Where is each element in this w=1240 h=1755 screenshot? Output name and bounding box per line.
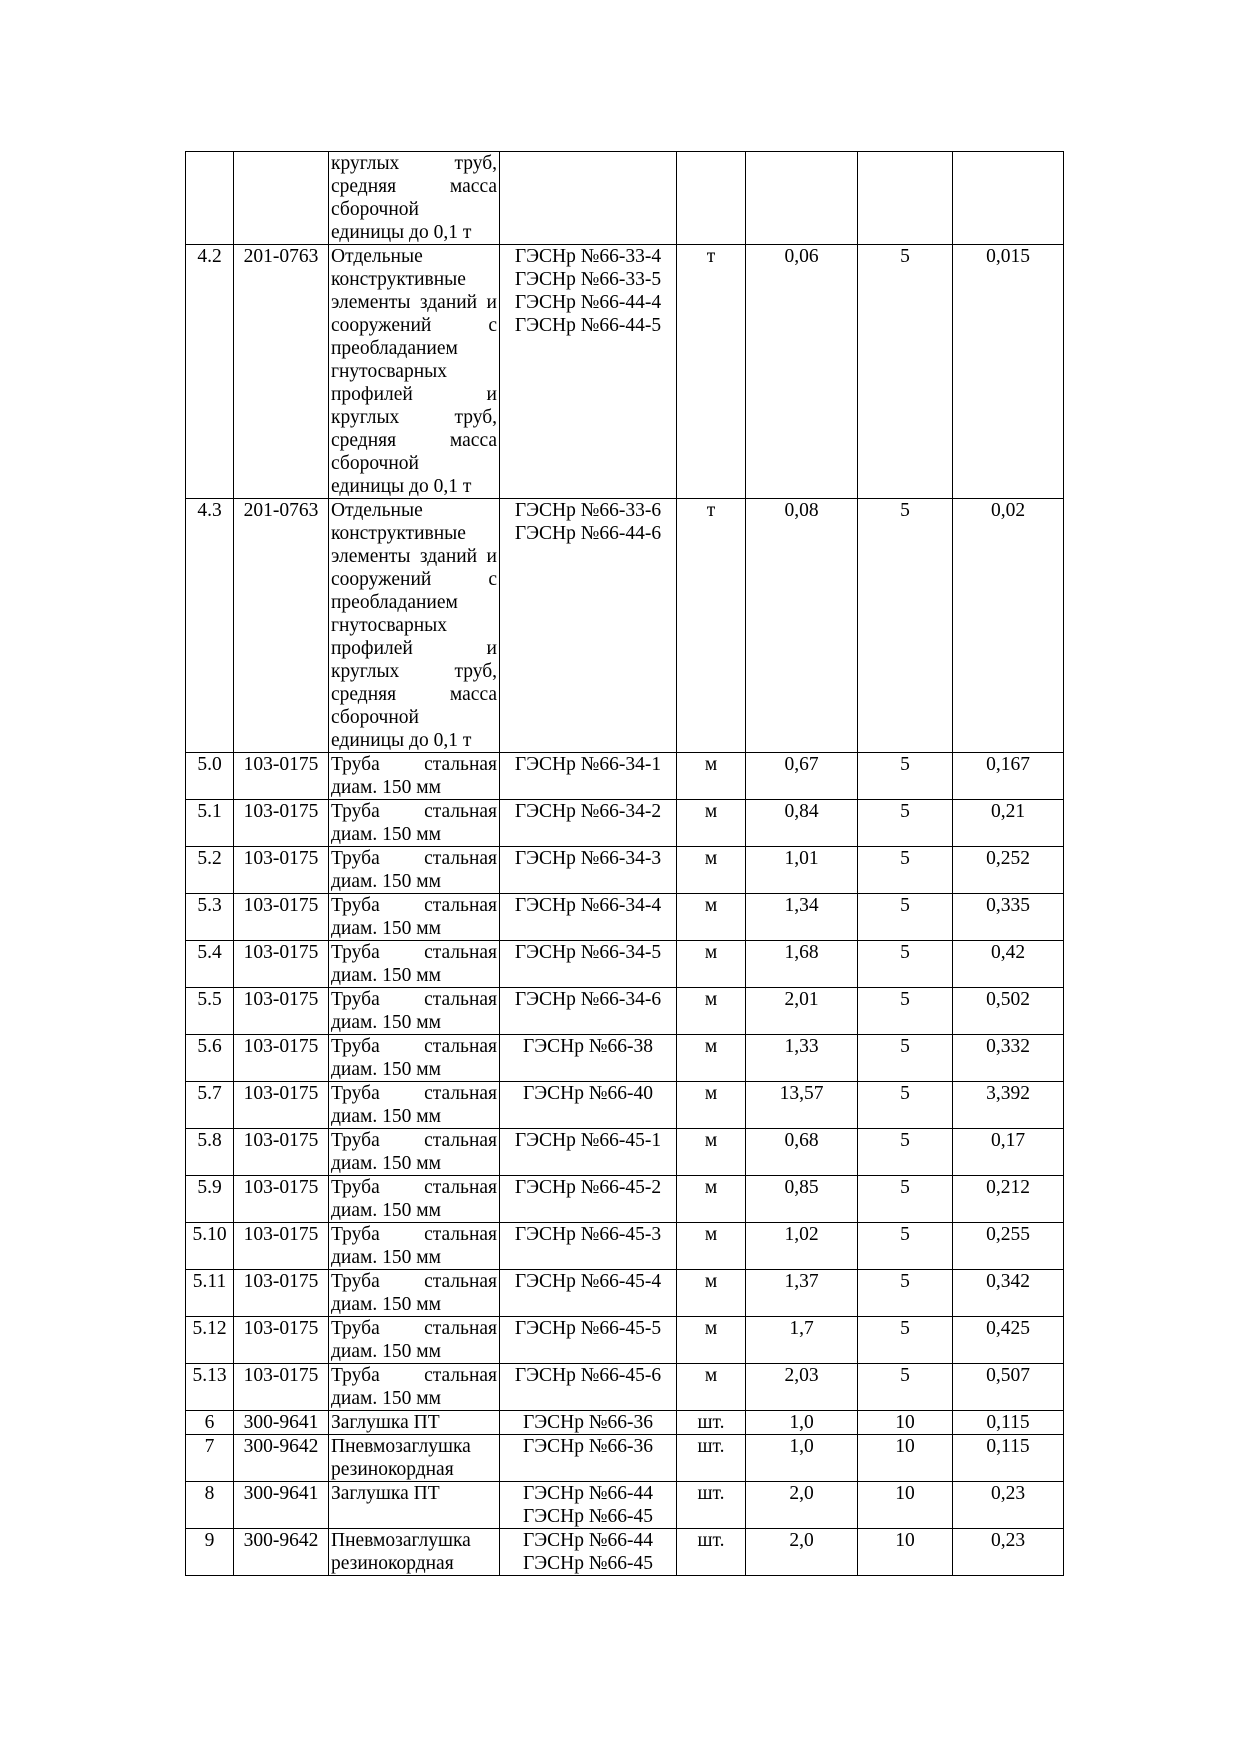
row-number-cell: 5.11 [186, 1270, 234, 1317]
resource-name-cell: Труба стальная диам. 150 мм [329, 988, 500, 1035]
total-cell: 0,17 [953, 1129, 1064, 1176]
table-row [186, 1270, 1064, 1317]
row-number-cell: 5.5 [186, 988, 234, 1035]
total-cell: 0,015 [953, 245, 1064, 499]
row-number-cell: 6 [186, 1411, 234, 1435]
unit-cell [677, 152, 746, 245]
resource-code-cell [234, 152, 329, 245]
resource-code-cell: 300-9641 [234, 1482, 329, 1529]
norm-reference: ГЭСНр №66-36 [523, 1436, 653, 1457]
resource-name-cell: Труба стальная диам. 150 мм [329, 1082, 500, 1129]
row-number-cell: 4.2 [186, 245, 234, 499]
row-number-cell: 4.3 [186, 499, 234, 753]
norm-reference-cell [500, 152, 677, 245]
row-number-cell: 9 [186, 1529, 234, 1576]
resource-name-cell: Труба стальная диам. 150 мм [329, 1176, 500, 1223]
unit-cell: м [677, 847, 746, 894]
unit-cell: м [677, 894, 746, 941]
norm-reference-cell [500, 1129, 677, 1176]
resource-code-cell: 103-0175 [234, 1082, 329, 1129]
norm-reference-cell [500, 753, 677, 800]
resource-name-cell: круглых труб, средняя масса сборочной единицы до 0,1 т [329, 152, 500, 245]
resource-name-cell: Труба стальная диам. 150 мм [329, 847, 500, 894]
resource-name-cell: Труба стальная диам. 150 мм [329, 1129, 500, 1176]
total-cell: 0,252 [953, 847, 1064, 894]
total-cell: 0,502 [953, 988, 1064, 1035]
norm-reference-cell [500, 245, 677, 499]
quantity-cell: 1,68 [746, 941, 858, 988]
norm-reference-cell [500, 1270, 677, 1317]
table-row [186, 800, 1064, 847]
norm-reference: ГЭСНр №66-36 [523, 1412, 653, 1433]
norm-reference-cell [500, 499, 677, 753]
unit-cell: м [677, 1129, 746, 1176]
norm-reference-cell [500, 847, 677, 894]
total-cell: 0,42 [953, 941, 1064, 988]
resource-name-cell: Отдельные конструктивные элементы зданий и сооружений с преобладанием гнутосварных профилей и круглых труб, средняя масса сборочной единицы до 0,1 т [329, 245, 500, 499]
norm-reference: ГЭСНр №66-33-4 [514, 246, 662, 267]
quantity-cell: 13,57 [746, 1082, 858, 1129]
table-row [186, 1482, 1064, 1529]
unit-cell: шт. [677, 1482, 746, 1529]
resource-code-cell: 103-0175 [234, 753, 329, 800]
quantity-cell: 1,34 [746, 894, 858, 941]
norm-reference: ГЭСНр №66-34-6 [514, 989, 662, 1010]
percent-cell: 5 [858, 988, 953, 1035]
resource-code-cell: 103-0175 [234, 1364, 329, 1411]
norm-reference-cell [500, 1411, 677, 1435]
row-number-cell: 5.9 [186, 1176, 234, 1223]
percent-cell: 5 [858, 941, 953, 988]
resource-name-cell: Труба стальная диам. 150 мм [329, 1223, 500, 1270]
percent-cell: 5 [858, 1129, 953, 1176]
percent-cell: 10 [858, 1411, 953, 1435]
resource-code-cell: 103-0175 [234, 1317, 329, 1364]
unit-cell: шт. [677, 1411, 746, 1435]
percent-cell: 5 [858, 1035, 953, 1082]
quantity-cell [746, 152, 858, 245]
quantity-cell: 0,84 [746, 800, 858, 847]
unit-cell: м [677, 1270, 746, 1317]
norm-reference-cell [500, 1317, 677, 1364]
table-row [186, 1411, 1064, 1435]
norm-reference-cell [500, 1529, 677, 1576]
resource-code-cell: 103-0175 [234, 847, 329, 894]
norm-reference: ГЭСНр №66-44 [523, 1483, 653, 1504]
resource-name-cell: Пневмозаглушка резинокордная [329, 1529, 500, 1576]
resource-name-cell: Труба стальная диам. 150 мм [329, 1364, 500, 1411]
percent-cell: 5 [858, 753, 953, 800]
total-cell: 0,332 [953, 1035, 1064, 1082]
total-cell: 0,23 [953, 1482, 1064, 1529]
unit-cell: м [677, 1082, 746, 1129]
percent-cell: 5 [858, 1317, 953, 1364]
quantity-cell: 1,37 [746, 1270, 858, 1317]
percent-cell: 5 [858, 245, 953, 499]
percent-cell: 5 [858, 499, 953, 753]
unit-cell: м [677, 1176, 746, 1223]
norm-reference: ГЭСНр №66-33-5 [514, 269, 662, 290]
norm-reference-cell [500, 1223, 677, 1270]
total-cell: 0,115 [953, 1411, 1064, 1435]
norm-reference: ГЭСНр №66-45-3 [514, 1224, 662, 1245]
unit-cell: м [677, 941, 746, 988]
unit-cell: м [677, 988, 746, 1035]
norm-reference-cell [500, 1082, 677, 1129]
norm-reference-cell [500, 988, 677, 1035]
norm-reference: ГЭСНр №66-45-5 [514, 1318, 662, 1339]
total-cell: 0,167 [953, 753, 1064, 800]
quantity-cell: 0,06 [746, 245, 858, 499]
unit-cell: м [677, 1364, 746, 1411]
quantity-cell: 2,0 [746, 1482, 858, 1529]
norm-reference-cell [500, 800, 677, 847]
table-row [186, 1223, 1064, 1270]
quantity-cell: 0,67 [746, 753, 858, 800]
resource-code-cell: 300-9642 [234, 1435, 329, 1482]
quantity-cell: 2,0 [746, 1529, 858, 1576]
table-row [186, 1435, 1064, 1482]
percent-cell: 5 [858, 1223, 953, 1270]
norm-reference: ГЭСНр №66-34-4 [514, 895, 662, 916]
row-number-cell: 5.4 [186, 941, 234, 988]
resource-name-cell: Пневмозаглушка резинокордная [329, 1435, 500, 1482]
table-row [186, 1529, 1064, 1576]
norm-reference-cell [500, 941, 677, 988]
table-row [186, 1082, 1064, 1129]
table-row [186, 1364, 1064, 1411]
unit-cell: м [677, 753, 746, 800]
total-cell: 0,507 [953, 1364, 1064, 1411]
quantity-cell: 1,02 [746, 1223, 858, 1270]
quantity-cell: 1,33 [746, 1035, 858, 1082]
unit-cell: м [677, 1317, 746, 1364]
percent-cell: 5 [858, 847, 953, 894]
row-number-cell: 5.13 [186, 1364, 234, 1411]
resource-name-cell: Заглушка ПТ [329, 1482, 500, 1529]
total-cell: 0,115 [953, 1435, 1064, 1482]
row-number-cell: 8 [186, 1482, 234, 1529]
quantity-cell: 1,01 [746, 847, 858, 894]
table-row [186, 1176, 1064, 1223]
resource-name-cell: Труба стальная диам. 150 мм [329, 800, 500, 847]
total-cell: 0,335 [953, 894, 1064, 941]
percent-cell: 10 [858, 1435, 953, 1482]
resource-code-cell: 103-0175 [234, 1129, 329, 1176]
table-row [186, 847, 1064, 894]
resource-name-cell: Труба стальная диам. 150 мм [329, 753, 500, 800]
quantity-cell: 1,7 [746, 1317, 858, 1364]
resource-name-cell: Заглушка ПТ [329, 1411, 500, 1435]
unit-cell: м [677, 1035, 746, 1082]
row-number-cell: 5.7 [186, 1082, 234, 1129]
norm-reference: ГЭСНр №66-44-4 [514, 292, 662, 313]
quantity-cell: 0,68 [746, 1129, 858, 1176]
norm-reference: ГЭСНр №66-44-6 [514, 523, 662, 544]
resource-name-cell: Труба стальная диам. 150 мм [329, 894, 500, 941]
total-cell: 3,392 [953, 1082, 1064, 1129]
table-body [186, 152, 1064, 1576]
norm-reference-cell [500, 1176, 677, 1223]
resource-code-cell: 103-0175 [234, 894, 329, 941]
norm-reference-cell [500, 1035, 677, 1082]
table-row [186, 499, 1064, 753]
percent-cell: 5 [858, 1270, 953, 1317]
percent-cell: 10 [858, 1529, 953, 1576]
percent-cell [858, 152, 953, 245]
total-cell: 0,342 [953, 1270, 1064, 1317]
norm-reference: ГЭСНр №66-45-2 [514, 1177, 662, 1198]
norm-reference: ГЭСНр №66-34-5 [514, 942, 662, 963]
norm-reference: ГЭСНр №66-40 [523, 1083, 653, 1104]
quantity-cell: 2,03 [746, 1364, 858, 1411]
resource-name-cell: Труба стальная диам. 150 мм [329, 941, 500, 988]
table-row [186, 152, 1064, 245]
row-number-cell: 5.1 [186, 800, 234, 847]
total-cell: 0,23 [953, 1529, 1064, 1576]
materials-table [185, 151, 1064, 1576]
table-row [186, 1129, 1064, 1176]
row-number-cell: 5.3 [186, 894, 234, 941]
norm-reference-cell [500, 1364, 677, 1411]
resource-code-cell: 103-0175 [234, 988, 329, 1035]
row-number-cell: 5.10 [186, 1223, 234, 1270]
resource-code-cell: 103-0175 [234, 1035, 329, 1082]
norm-reference: ГЭСНр №66-45-6 [514, 1365, 662, 1386]
resource-code-cell: 201-0763 [234, 245, 329, 499]
total-cell: 0,212 [953, 1176, 1064, 1223]
norm-reference: ГЭСНр №66-33-6 [514, 500, 662, 521]
percent-cell: 5 [858, 894, 953, 941]
unit-cell: шт. [677, 1529, 746, 1576]
percent-cell: 5 [858, 800, 953, 847]
percent-cell: 5 [858, 1082, 953, 1129]
quantity-cell: 1,0 [746, 1411, 858, 1435]
table-row [186, 1035, 1064, 1082]
total-cell [953, 152, 1064, 245]
norm-reference: ГЭСНр №66-38 [523, 1036, 653, 1057]
norm-reference: ГЭСНр №66-44-5 [514, 315, 662, 336]
resource-code-cell: 300-9642 [234, 1529, 329, 1576]
row-number-cell: 5.6 [186, 1035, 234, 1082]
percent-cell: 5 [858, 1364, 953, 1411]
row-number-cell: 7 [186, 1435, 234, 1482]
resource-name-cell: Отдельные конструктивные элементы зданий и сооружений с преобладанием гнутосварных профилей и круглых труб, средняя масса сборочной единицы до 0,1 т [329, 499, 500, 753]
resource-code-cell: 103-0175 [234, 1176, 329, 1223]
resource-name-cell: Труба стальная диам. 150 мм [329, 1317, 500, 1364]
quantity-cell: 2,01 [746, 988, 858, 1035]
table-row [186, 988, 1064, 1035]
resource-code-cell: 103-0175 [234, 941, 329, 988]
norm-reference: ГЭСНр №66-34-1 [514, 754, 662, 775]
row-number-cell: 5.12 [186, 1317, 234, 1364]
percent-cell: 10 [858, 1482, 953, 1529]
table-row [186, 245, 1064, 499]
quantity-cell: 0,85 [746, 1176, 858, 1223]
unit-cell: шт. [677, 1435, 746, 1482]
norm-reference: ГЭСНр №66-34-2 [514, 801, 662, 822]
unit-cell: т [677, 499, 746, 753]
row-number-cell: 5.0 [186, 753, 234, 800]
table-row [186, 1317, 1064, 1364]
total-cell: 0,21 [953, 800, 1064, 847]
table-row [186, 753, 1064, 800]
norm-reference: ГЭСНр №66-44 [523, 1530, 653, 1551]
norm-reference-cell [500, 894, 677, 941]
row-number-cell [186, 152, 234, 245]
table-row [186, 941, 1064, 988]
norm-reference: ГЭСНр №66-34-3 [514, 848, 662, 869]
resource-code-cell: 103-0175 [234, 800, 329, 847]
total-cell: 0,425 [953, 1317, 1064, 1364]
unit-cell: т [677, 245, 746, 499]
resource-code-cell: 103-0175 [234, 1223, 329, 1270]
quantity-cell: 0,08 [746, 499, 858, 753]
total-cell: 0,255 [953, 1223, 1064, 1270]
resource-name-cell: Труба стальная диам. 150 мм [329, 1270, 500, 1317]
norm-reference: ГЭСНр №66-45 [523, 1553, 653, 1574]
norm-reference-cell [500, 1482, 677, 1529]
resource-code-cell: 103-0175 [234, 1270, 329, 1317]
unit-cell: м [677, 800, 746, 847]
percent-cell: 5 [858, 1176, 953, 1223]
total-cell: 0,02 [953, 499, 1064, 753]
resource-code-cell: 201-0763 [234, 499, 329, 753]
norm-reference: ГЭСНр №66-45-4 [514, 1271, 662, 1292]
norm-reference: ГЭСНр №66-45 [523, 1506, 653, 1527]
quantity-cell: 1,0 [746, 1435, 858, 1482]
table-row [186, 894, 1064, 941]
resource-code-cell: 300-9641 [234, 1411, 329, 1435]
row-number-cell: 5.8 [186, 1129, 234, 1176]
resource-name-cell: Труба стальная диам. 150 мм [329, 1035, 500, 1082]
row-number-cell: 5.2 [186, 847, 234, 894]
norm-reference-cell [500, 1435, 677, 1482]
unit-cell: м [677, 1223, 746, 1270]
norm-reference: ГЭСНр №66-45-1 [514, 1130, 662, 1151]
